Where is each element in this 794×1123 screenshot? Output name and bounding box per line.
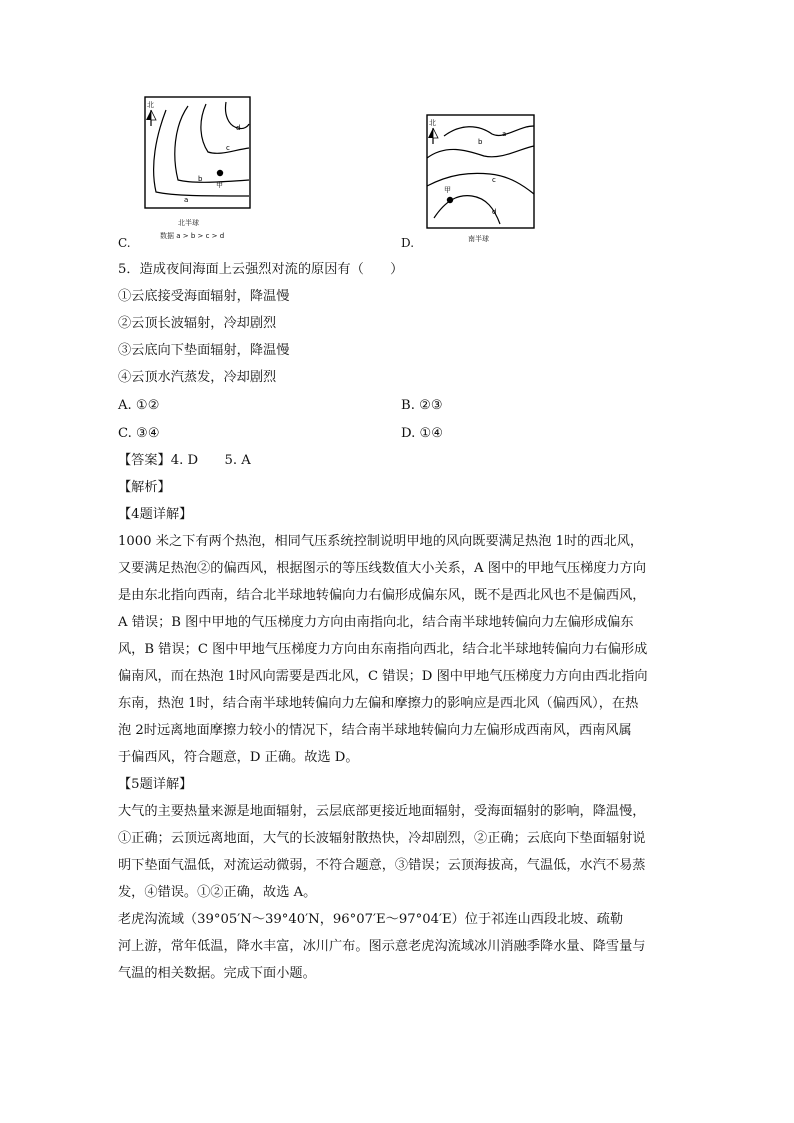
figure-c-caption-data: 数据 a > b > c > d <box>160 232 225 240</box>
contour-d <box>434 196 500 224</box>
contour-a <box>444 126 534 136</box>
detail-4-line: 偏南风，而在热泡 1时风向需要是西北风，C 错误；D 图中甲地气压梯度力方向由西北指向 <box>118 669 648 684</box>
contour-b <box>175 106 249 182</box>
figure-c-label-a: a <box>184 196 189 204</box>
analysis-title: 【解析】 <box>118 480 171 495</box>
detail-4-line: 泡 2时远离地面摩擦力较小的情况下，结合南半球地转偏向力左偏形成西南风，西南风属 <box>118 723 632 738</box>
figure-d-label-a: a <box>502 130 507 138</box>
statement-1: ①云底接受海面辐射，降温慢 <box>118 289 290 304</box>
statement-4: ④云顶水汽蒸发，冷却剧烈 <box>118 370 277 385</box>
option-b: B. ②③ <box>401 398 443 413</box>
option-a: A. ①② <box>118 398 160 413</box>
detail-5-line: 大气的主要热量来源是地面辐射，云层底部更接近地面辐射，受海面辐射的影响，降温慢， <box>118 804 646 819</box>
figure-c-label-c: c <box>226 144 230 152</box>
north-arrow-icon <box>146 110 156 126</box>
detail-4-line: 是由东北指向西南，结合北半球地转偏向力右偏形成偏东风，既不是西北风也不是偏西风， <box>118 588 646 603</box>
figure-c-frame <box>145 97 250 208</box>
answer-line: 【答案】4. D 5. A <box>118 453 251 468</box>
detail-4-line: 又要满足热泡②的偏西风，根据图示的等压线数值大小关系，A 图中的甲地气压梯度力方向 <box>118 561 647 576</box>
question-5-stem: 5．造成夜间海面上云强烈对流的原因有（ ） <box>118 262 404 277</box>
detail-4-line: 东南，热泡 1时，结合南半球地转偏向力左偏和摩擦力的影响应是西北风（偏西风），在热 <box>118 696 639 711</box>
figure-d-point-label: 甲 <box>444 186 451 194</box>
detail-4-line: A 错误；B 图中甲地的气压梯度力方向由南指向北，结合南半球地转偏向力左偏形成偏东 <box>118 615 634 630</box>
option-c: C. ③④ <box>118 426 160 441</box>
contour-b <box>427 146 534 158</box>
detail-4-line: 1000 米之下有两个热泡，相同气压系统控制说明甲地的风向既要满足热泡 1时的西北风， <box>118 534 644 549</box>
point-jia <box>447 197 453 203</box>
figure-c-caption: 北半球 <box>178 219 199 227</box>
figure-d-map <box>426 114 536 230</box>
figure-c-label-b: b <box>198 175 203 183</box>
figure-c-point-label: 甲 <box>216 181 223 189</box>
option-d: D. ①④ <box>401 426 444 441</box>
figure-c-option-label: C. <box>118 236 131 250</box>
figure-d-label-b: b <box>478 138 483 146</box>
figure-c-map <box>144 96 252 210</box>
detail-4-line: 于偏西风，符合题意，D 正确。故选 D。 <box>118 750 359 765</box>
north-arrow-icon <box>428 128 438 144</box>
detail-4-line: 风，B 错误；C 图中甲地气压梯度力方向由东南指向西北，结合北半球地转偏向力右偏形成 <box>118 642 648 657</box>
statement-3: ③云底向下垫面辐射，降温慢 <box>118 343 290 358</box>
figure-d-label-c: c <box>492 176 496 184</box>
figure-d-option-label: D. <box>401 236 415 250</box>
figure-d-frame <box>427 115 534 228</box>
statement-2: ②云顶长波辐射，冷却剧烈 <box>118 316 277 331</box>
detail-4-title: 【4题详解】 <box>118 507 193 522</box>
point-jia <box>217 170 223 176</box>
detail-5-line: 发，④错误。①②正确，故选 A。 <box>118 885 317 900</box>
figure-c-north-label: 北 <box>147 101 154 109</box>
figure-c-label-d: d <box>236 124 241 132</box>
detail-5-title: 【5题详解】 <box>118 777 193 792</box>
detail-5-line: ①正确；云顶远离地面，大气的长波辐射散热快，冷却剧烈，②正确；云底向下垫面辐射说 <box>118 831 646 846</box>
intro-line: 河上游，常年低温，降水丰富，冰川广布。图示意老虎沟流域冰川消融季降水量、降雪量与 <box>118 939 646 954</box>
figure-d-caption: 南半球 <box>468 235 489 243</box>
figure-d-north-label: 北 <box>429 119 436 127</box>
intro-line: 老虎沟流域（39°05′N～39°40′N，96°07′E～97°04′E）位于祁连山西段北坡、疏勒 <box>118 912 624 927</box>
detail-5-line: 明下垫面气温低，对流运动微弱，不符合题意，③错误；云顶海拔高，气温低，水汽不易蒸 <box>118 858 646 873</box>
figure-d-label-d: d <box>492 208 497 216</box>
intro-line: 气温的相关数据。完成下面小题。 <box>118 966 316 981</box>
